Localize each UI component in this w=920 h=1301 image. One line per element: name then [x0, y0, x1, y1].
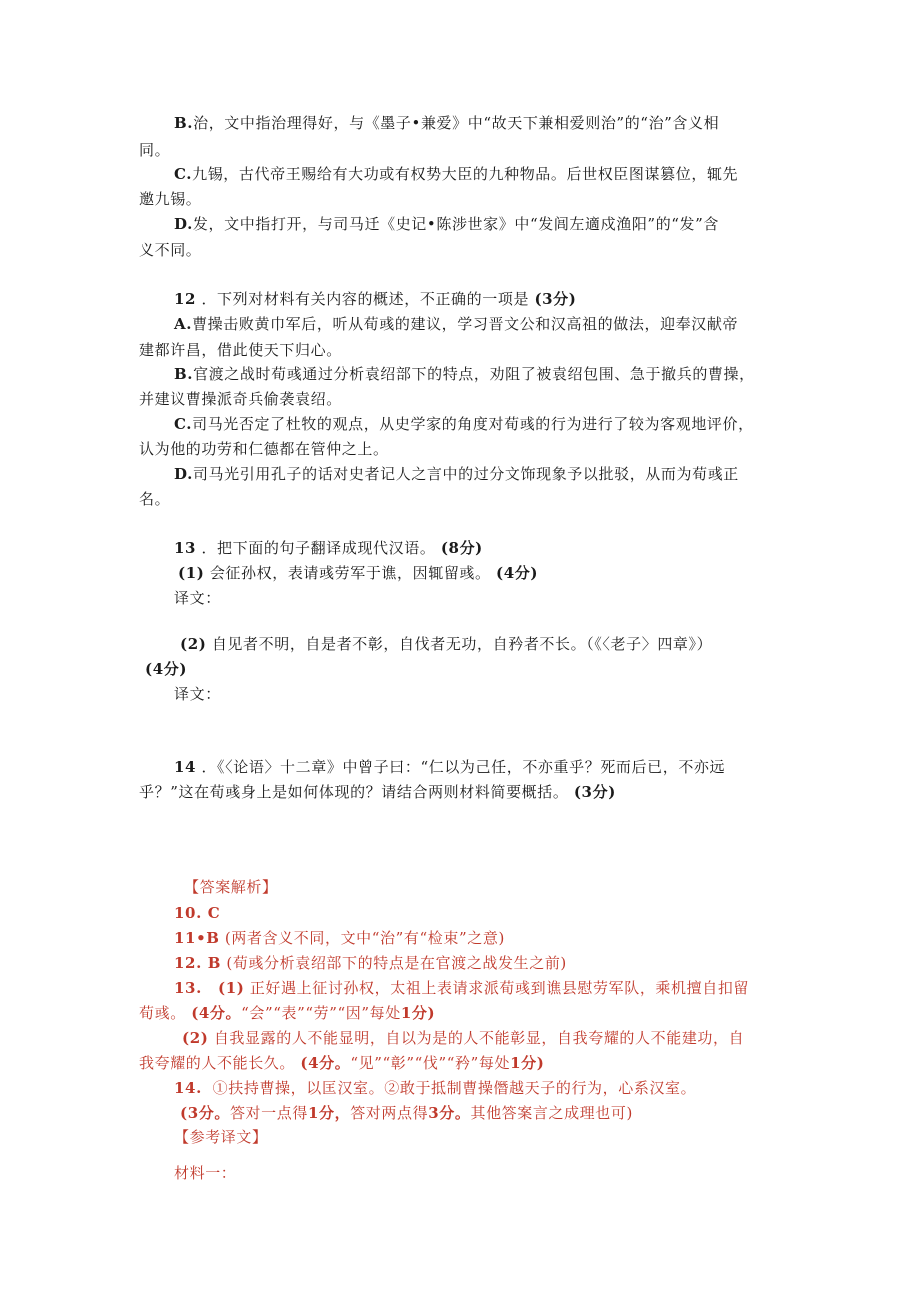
option-label: C.	[174, 165, 193, 183]
q11-option-b-line1	[174, 112, 719, 134]
q12-stem	[174, 288, 576, 310]
option-label: D.	[174, 215, 193, 233]
q14-line2	[139, 781, 616, 803]
question-score: (8分)	[440, 539, 483, 557]
option-text: 曹操击败黄巾军后，听从荀彧的建议，学习晋文公和汉高祖的做法，迎奉汉献帝	[192, 315, 739, 333]
sentence-number: (2)	[180, 635, 207, 653]
question-score: (3分)	[534, 290, 577, 308]
q13-sentence-1	[178, 562, 538, 584]
option-text: 司马光否定了杜牧的观点，从史学家的角度对荀彧的行为进行了较为客观地评价，	[192, 415, 754, 433]
sentence-score: (4分)	[145, 660, 188, 678]
question-text: ．下列对材料有关内容的概述，不正确的一项是	[201, 290, 530, 308]
answer-score: (4分。	[300, 1054, 351, 1072]
q11-option-c-line1	[174, 163, 738, 185]
answer-11	[174, 927, 505, 949]
answer-number: 11•B	[174, 929, 220, 947]
sub-answer-number: (2)	[182, 1029, 209, 1047]
answer-13-2-line1	[182, 1027, 744, 1049]
question-text: 乎？”这在荀彧身上是如何体现的？请结合两则材料简要概括。	[139, 783, 569, 801]
answer-score: (3分。	[180, 1104, 230, 1122]
answer-points: 1分)	[400, 1004, 436, 1022]
option-text: 治，文中指治理得好，与《墨子•兼爱》中“故天下兼相爱则治”的“治”含义相	[193, 114, 720, 132]
sentence-number: (1)	[178, 564, 205, 582]
answer-score: 1分，	[307, 1104, 351, 1122]
answer-text: 正好遇上征讨孙权，太祖上表请求派荀彧到谯县慰劳军队，乘机擅自扣留	[249, 979, 750, 997]
q14-line1	[174, 756, 725, 778]
question-text: ．《〈论语〉十二章》中曾子曰：“仁以为己任，不亦重乎？死而后已，不亦远	[201, 758, 726, 776]
option-text: 九锡，古代帝王赐给有大功或有权势大臣的九种物品。后世权臣图谋篡位，辄先	[192, 165, 739, 183]
answer-text: 答对一点得	[229, 1104, 308, 1122]
question-score: (3分)	[573, 783, 616, 801]
q11-option-d-line1	[174, 213, 719, 235]
answer-text: “见”“彰”“伐”“矜”每处	[350, 1054, 511, 1072]
answer-score: 3分。	[428, 1104, 471, 1122]
answer-text: “会”“表”“劳”“因”每处	[241, 1004, 401, 1022]
option-text: 司马光引用孔子的话对史者记人之言中的过分文饰现象予以批驳，从而为荀彧正	[192, 465, 739, 483]
q12-option-c-line2: 认为他的功劳和仁德都在管仲之上。	[139, 440, 389, 458]
answer-text: 答对两点得	[350, 1104, 429, 1122]
answer-text: (两者含义不同，文中“治”有“检束”之意)	[224, 929, 505, 947]
reference-translation-header: 【参考译文】	[174, 1128, 268, 1146]
q12-option-b-line1	[174, 363, 755, 385]
answer-points: 1分)	[510, 1054, 545, 1072]
answer-13-1-line2	[139, 1002, 435, 1024]
option-label: C.	[174, 415, 193, 433]
sentence-text: 会征孙权，表请彧劳军于谯，因辄留彧。	[209, 564, 491, 582]
answer-13-1-line1	[174, 977, 749, 999]
question-number: 12	[174, 290, 197, 308]
answer-text: 自我显露的人不能显明，自以为是的人不能彰显，自我夸耀的人不能建功，自	[213, 1029, 745, 1047]
sentence-score: (4分)	[496, 564, 539, 582]
option-label: A.	[174, 315, 193, 333]
sub-answer-number: (1)	[218, 979, 245, 997]
question-number: 13	[174, 539, 197, 557]
q12-option-d-line2: 名。	[139, 490, 171, 508]
option-text: 发，文中指打开，与司马迁《史记•陈涉世家》中“发闾左適戍渔阳”的“发”含	[192, 215, 720, 233]
question-number: 14	[174, 758, 197, 776]
q13-sentence-2	[180, 633, 712, 655]
q11-option-d-line2: 义不同。	[139, 241, 202, 259]
q13-stem	[174, 537, 483, 559]
answer-14-line2	[180, 1102, 633, 1124]
answer-number: 14.	[174, 1079, 202, 1097]
answer-text: 我夸耀的人不能长久。	[139, 1054, 296, 1072]
q12-option-c-line1	[174, 413, 754, 435]
sentence-text: 自见者不明，自是者不彰，自伐者无功，自矜者不长。（《〈老子〉四章》）	[211, 635, 713, 653]
q13-sentence-2-score	[145, 658, 187, 680]
answers-header: 【答案解析】	[184, 878, 278, 896]
option-label: B.	[174, 114, 194, 132]
answer-10: 10. C	[174, 904, 221, 922]
material-one-label: 材料一：	[174, 1164, 237, 1182]
translation-label-1: 译文：	[174, 589, 221, 607]
option-text: 官渡之战时荀彧通过分析袁绍部下的特点，劝阻了被袁绍包围、急于撤兵的曹操，	[193, 365, 755, 383]
answer-text: ①扶持曹操，以匡汉室。②敢于抵制曹操僭越天子的行为，心系汉室。	[212, 1079, 697, 1097]
answer-14-line1	[174, 1077, 696, 1099]
answer-13-2-line2	[139, 1052, 544, 1074]
answer-number: 12. B	[174, 954, 221, 972]
answer-text: 其他答案言之成理也可)	[470, 1104, 633, 1122]
option-label: D.	[174, 465, 193, 483]
answer-12	[174, 952, 567, 974]
q12-option-b-line2: 并建议曹操派奇兵偷袭袁绍。	[139, 390, 342, 408]
q12-option-a-line1	[174, 313, 738, 335]
answer-text: (荀彧分析袁绍部下的特点是在官渡之战发生之前)	[226, 954, 567, 972]
translation-label-2: 译文：	[174, 685, 221, 703]
q12-option-d-line1	[174, 463, 739, 485]
answer-number: 13.	[174, 979, 202, 997]
answer-score: (4分。	[191, 1004, 242, 1022]
option-label: B.	[174, 365, 194, 383]
q11-option-c-line2: 邀九锡。	[139, 190, 202, 208]
q12-option-a-line2: 建都许昌，借此使天下归心。	[139, 341, 342, 359]
q11-option-b-line2: 同。	[139, 141, 171, 159]
question-text: ．把下面的句子翻译成现代汉语。	[201, 539, 436, 557]
answer-text: 荀彧。	[139, 1004, 186, 1022]
